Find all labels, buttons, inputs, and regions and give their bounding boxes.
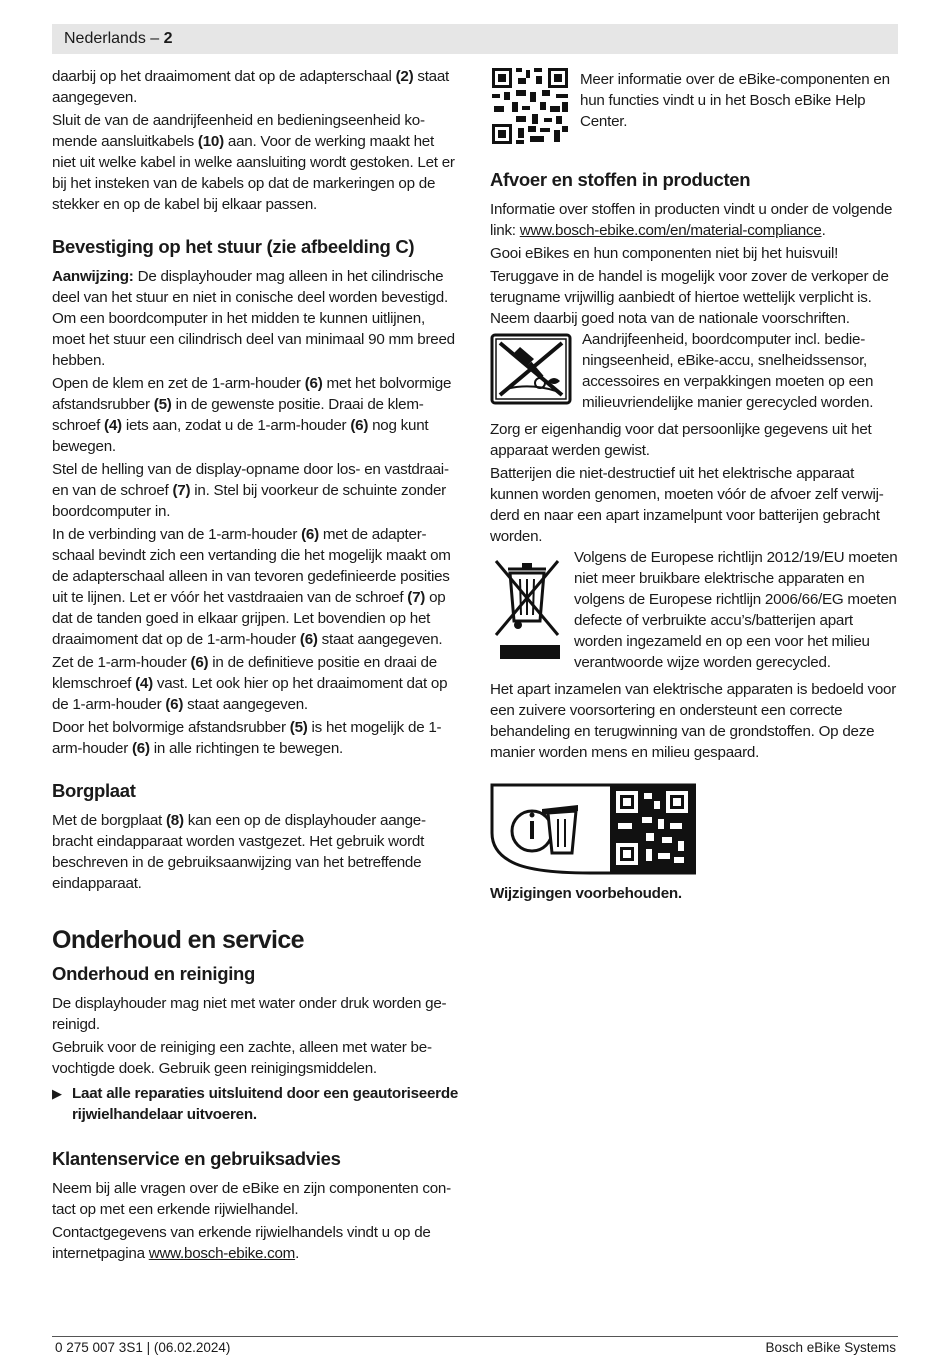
paragraph: Open de klem en zet de 1-arm-houder (6) met het bolvormige afstandsrubber (5) in de gewenste positie. Draai de klemschroef (4) iets aan, zodat u de 1-arm-houder (6) nog kunt bewegen. — [52, 375, 452, 455]
paragraph: In de verbinding van de 1-arm-houder (6) met de adapterschaal bevindt zich een vertanding die het mogelijk maakt om de adapterschaal alleen in van tevoren gedefinieerde posities uit te lijnen. Let er vóór het vastdraaien van de schroef (7) op dat de tanden goed in elkaar grijpen. Let bovendien op het draaimoment dat op de 1-arm-houder (6) staat aangegeven. — [52, 526, 451, 648]
crossed-out-wheelie-bin-icon — [490, 553, 564, 663]
help-center-block — [490, 66, 898, 146]
triangle-right-icon: ▶ — [52, 1086, 62, 1101]
page-header — [52, 24, 898, 54]
header-language: Nederlands — [64, 30, 146, 47]
heading-onderhoud-service: Onderhoud en service — [52, 926, 304, 954]
paragraph: daarbij op het draaimoment dat op de adapterschaal (2) staat aangegeven. — [52, 68, 450, 106]
paragraph: Batterijen die niet-destructief uit het elektrische apparaat kunnen worden genomen, moeten vóór de afvoer zelf verwijderd en naar een apart inzamelpunt voor batterijen gebracht worden. — [490, 465, 884, 545]
paragraph: Met de borgplaat (8) kan een op de displayhouder aangebracht eindapparaat worden vastgezet. Het gebruik wordt beschreven in de gebruiksaanwijzing van het betreffende eindapparaat. — [52, 812, 427, 892]
heading-onderhoud-reiniging: Onderhoud en reiniging — [52, 963, 256, 984]
paragraph: Teruggave in de handel is mogelijk voor zover de verkoper de terugname vrijwillig aanbiedt of hiertoe wettelijk verplicht is. Neem daarbij goed nota van de nationale voorschriften. — [490, 268, 889, 327]
page-number: 2 — [163, 30, 173, 47]
footer-brand: Bosch eBike Systems — [765, 1340, 896, 1355]
header-separator: – — [145, 30, 164, 47]
material-compliance-link[interactable]: www.bosch-ebike.com/en/material-compliance — [519, 222, 822, 239]
right-column — [490, 66, 898, 906]
paragraph-note: Aanwijzing: De displayhouder mag alleen in het cilindrische deel van het stuur en niet in conische deel worden bevestigd. Om een boordcomputer in het midden te kunnen uitlijnen, moet het stuur een cilindrisch deel van minimaal 90 mm breed hebben. — [52, 268, 455, 369]
qr-text: Meer informatie over de eBike-componenten en hun functies vindt u in het Bosch eBike Help Center. — [580, 71, 890, 130]
footer-divider — [52, 1336, 898, 1337]
bullet-text: Laat alle reparaties uitsluitend door een geautoriseerde rijwielhandelaar uitvoeren. — [72, 1085, 459, 1123]
recycle-text: Aandrijfeenheid, boordcomputer incl. bedieningseenheid, eBike-accu, snelheidssensor, accessoires en verpakkingen moeten op een milieuvriendelijke manier gerecycled worden. — [582, 331, 874, 411]
paragraph: Gooi eBikes en hun componenten niet bij het huisvuil! — [490, 245, 839, 262]
recycle-block — [490, 333, 898, 415]
paragraph: Door het bolvormige afstandsrubber (5) is het mogelijk de 1-arm-houder (6) in alle richtingen te bewegen. — [52, 719, 442, 757]
paragraph: Gebruik voor de reiniging een zachte, alleen met water bevochtigde doek. Gebruik geen reinigingsmiddelen. — [52, 1039, 433, 1077]
footer-doc-number: 0 275 007 3S1 | (06.02.2024) — [55, 1340, 231, 1355]
heading-afvoer: Afvoer en stoffen in producten — [490, 169, 751, 190]
weee-text: Volgens de Europese richtlijn 2012/19/EU moeten niet meer bruikbare elektrische apparaten en volgens de Europese richtlijn 2006/66/EG moeten defecte of verbruikte accu’s/batterijen apart worden ingezameld en op een voor het milieu verantwoorde wijze worden gerecycled. — [574, 549, 898, 671]
paragraph: De displayhouder mag niet met water onder druk worden gereinigd. — [52, 995, 447, 1033]
heading-borgplaat: Borgplaat — [52, 780, 136, 801]
recycling-info-qr-icon[interactable] — [490, 783, 696, 875]
no-household-waste-icon — [490, 333, 572, 405]
paragraph: Neem bij alle vragen over de eBike en zijn componenten contact op met een erkende rijwielhandel. — [52, 1180, 452, 1218]
paragraph: Stel de helling van de display-opname door los- en vastdraaien van de schroef (7) in. Stel bij voorkeur de schuinte zonder boordcomputer in. — [52, 461, 449, 520]
paragraph: Sluit de van de aandrijfeenheid en bedieningseenheid komende aansluitkabels (10) aan. Voor de werking maakt het niet uit welke kabel in welke aansluiting wordt gestoken. Let er bij het insteken van de kabels op dat de markeringen op de stekker en op de kabel bij elkaar passen. — [52, 112, 455, 213]
paragraph: Informatie over stoffen in producten vindt u onder de volgende link: www.bosch-ebike.com/en/material-compliance. — [490, 201, 893, 239]
changes-reserved: Wijzigingen voorbehouden. — [490, 885, 682, 902]
bullet-item — [52, 1083, 460, 1127]
qr-code-icon[interactable] — [490, 66, 570, 146]
paragraph: Zet de 1-arm-houder (6) in de definitieve positie en draai de klemschroef (4) vast. Let ook hier op het draaimoment dat op de 1-arm-houder (6) staat aangegeven. — [52, 654, 448, 713]
heading-klantenservice: Klantenservice en gebruiksadvies — [52, 1148, 341, 1169]
header-text — [64, 30, 173, 48]
paragraph: Contactgegevens van erkende rijwielhandels vindt u op de internetpagina www.bosch-ebike.com. — [52, 1224, 431, 1262]
weee-block — [490, 549, 898, 675]
paragraph: Het apart inzamelen van elektrische apparaten is bedoeld voor een zuivere voorsortering en ondersteunt een correcte behandeling en terugwinning van de grondstoffen. Op deze manier worden mens en milieu gespaard. — [490, 681, 897, 761]
website-link[interactable]: www.bosch-ebike.com — [148, 1245, 296, 1262]
heading-bevestiging: Bevestiging op het stuur (zie afbeelding C) — [52, 236, 415, 257]
paragraph: Zorg er eigenhandig voor dat persoonlijke gegevens uit het apparaat werden gewist. — [490, 421, 872, 459]
left-column — [52, 66, 460, 1266]
